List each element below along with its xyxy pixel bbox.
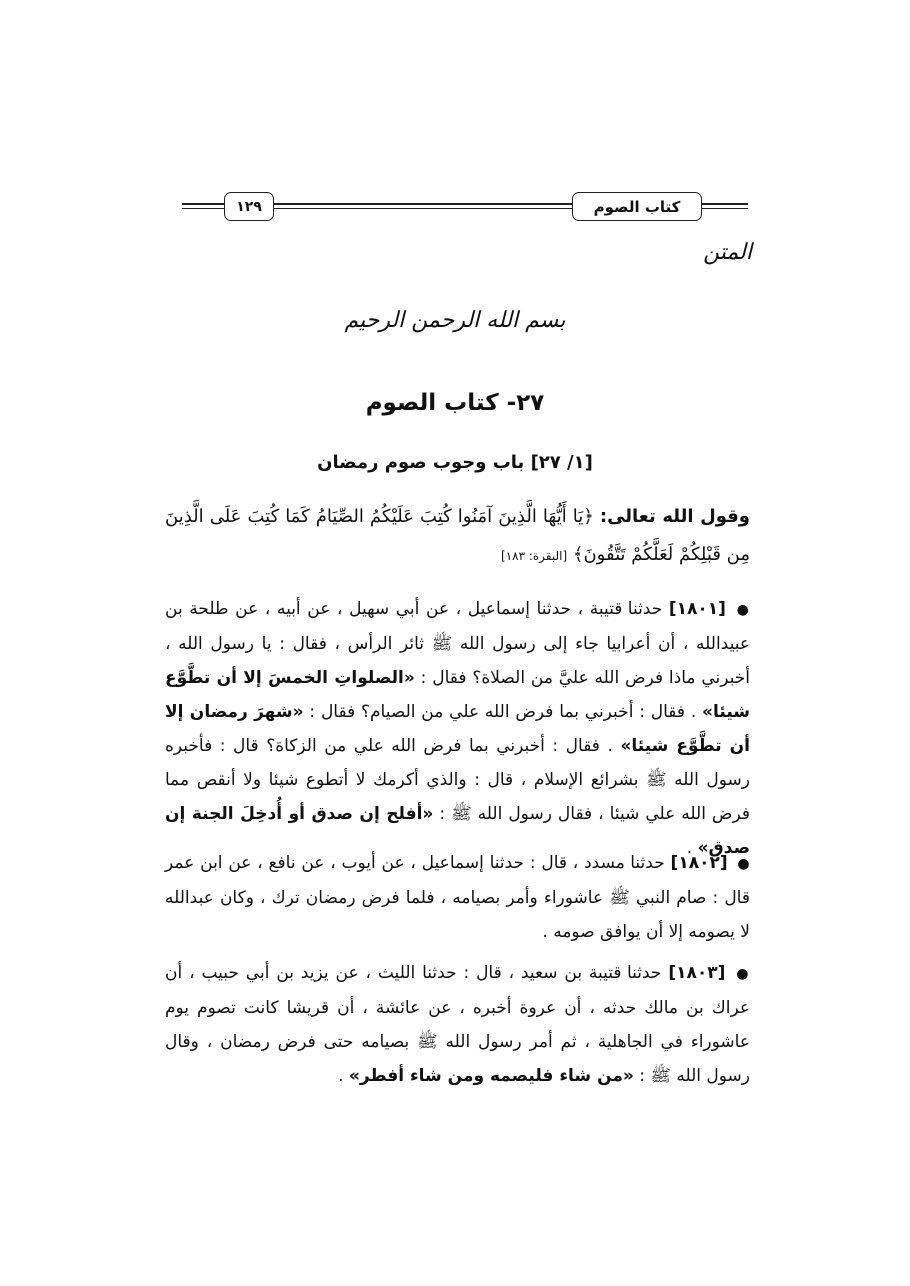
verse-reference: [البقرة: ١٨٣] bbox=[501, 549, 568, 563]
hadith-paragraph bbox=[165, 846, 750, 949]
hadith-text: . bbox=[338, 1066, 344, 1086]
hadith-number: [١٨٠٣] bbox=[668, 963, 726, 983]
chapter-title: ٢٧- كتاب الصوم bbox=[365, 390, 545, 416]
bullet-icon: ● bbox=[737, 856, 751, 872]
hadith-number: [١٨٠١] bbox=[668, 599, 726, 619]
bullet-icon: ● bbox=[736, 966, 750, 982]
matn-label: المتن bbox=[703, 240, 752, 265]
hadith-paragraph bbox=[165, 956, 750, 1093]
page-number: ١٢٩ bbox=[224, 192, 274, 221]
hadith-text: . bbox=[686, 838, 693, 858]
verse-intro: وقول الله تعالى: bbox=[599, 506, 750, 527]
bullet-icon: ● bbox=[736, 602, 751, 618]
hadith-quote: «الصلواتِ الخمسَ إلا أن تطَّوَّع شيئا» bbox=[165, 668, 751, 722]
hadith-text: حدثنا قتيبة ، حدثنا إسماعيل ، عن أبي سهيل ، عن أبيه ، عن طلحة بن عبيدالله ، أن أعرابيا جاء إلى رسول الله ﷺ ثائر الرأس ، فقال : يا رسول الله ، أخبرني ماذا فرض الله عليَّ من الصلاة؟ فقال : bbox=[165, 599, 750, 688]
hadith-quote: «من شاء فليصمه ومن شاء أفطر» bbox=[348, 1066, 634, 1086]
page-header bbox=[182, 192, 748, 222]
hadith-text: . فقال : أخبرني بما فرض الله علي من الصيام؟ فقال : bbox=[309, 702, 697, 722]
hadith-text: حدثنا قتيبة بن سعيد ، قال : حدثنا الليث ، عن يزيد بن أبي حبيب ، أن عراك بن مالك حدثه ، أن عروة أخبره ، عن عائشة ، أن قريشا كانت تصوم يوم عاشوراء في الجاهلية ، ثم أمر رسول الله ﷺ بصيامه حتى فرض رمضان ، وقال رسول الله ﷺ : bbox=[165, 963, 750, 1086]
hadith-text: . فقال : أخبرني بما فرض الله علي من الزكاة؟ قال : فأخبره رسول الله ﷺ بشرائع الإسلام ، قال : والذي أكرمك لا أتطوع شيئا ولا أنقص مما فرض الله علي شيئا ، فقال رسول الله ﷺ : bbox=[165, 736, 750, 824]
hadith-text: حدثنا مسدد ، قال : حدثنا إسماعيل ، عن أيوب ، عن نافع ، عن ابن عمر قال : صام النبي ﷺ عاشوراء وأمر بصيامه ، فلما فرض رمضان ترك ، وكان عبدالله لا يصومه إلا أن يوافق صومه . bbox=[165, 853, 750, 942]
quran-verse bbox=[165, 498, 750, 575]
hadith-paragraph bbox=[165, 592, 750, 865]
hadith-quote: «أفلح إن صدق أو أُدخِلَ الجنة إن صدق» bbox=[165, 804, 750, 858]
hadith-number: [١٨٠٢] bbox=[670, 853, 728, 873]
hadith-quote: «شهرَ رمضان إلا أن تطَّوَّع شيئا» bbox=[165, 702, 750, 756]
verse-text: ﴿يَا أَيُّهَا الَّذِينَ آمَنُوا كُتِبَ عَلَيْكُمُ الصِّيَامُ كَمَا كُتِبَ عَلَى الَّذِينَ مِن قَبْلِكُمْ لَعَلَّكُمْ تَتَّقُونَ﴾ bbox=[165, 506, 750, 565]
basmala: بسم الله الرحمن الرحيم bbox=[344, 308, 566, 333]
bab-title: [١/ ٢٧] باب وجوب صوم رمضان bbox=[317, 452, 593, 473]
running-title: كتاب الصوم bbox=[572, 192, 702, 221]
